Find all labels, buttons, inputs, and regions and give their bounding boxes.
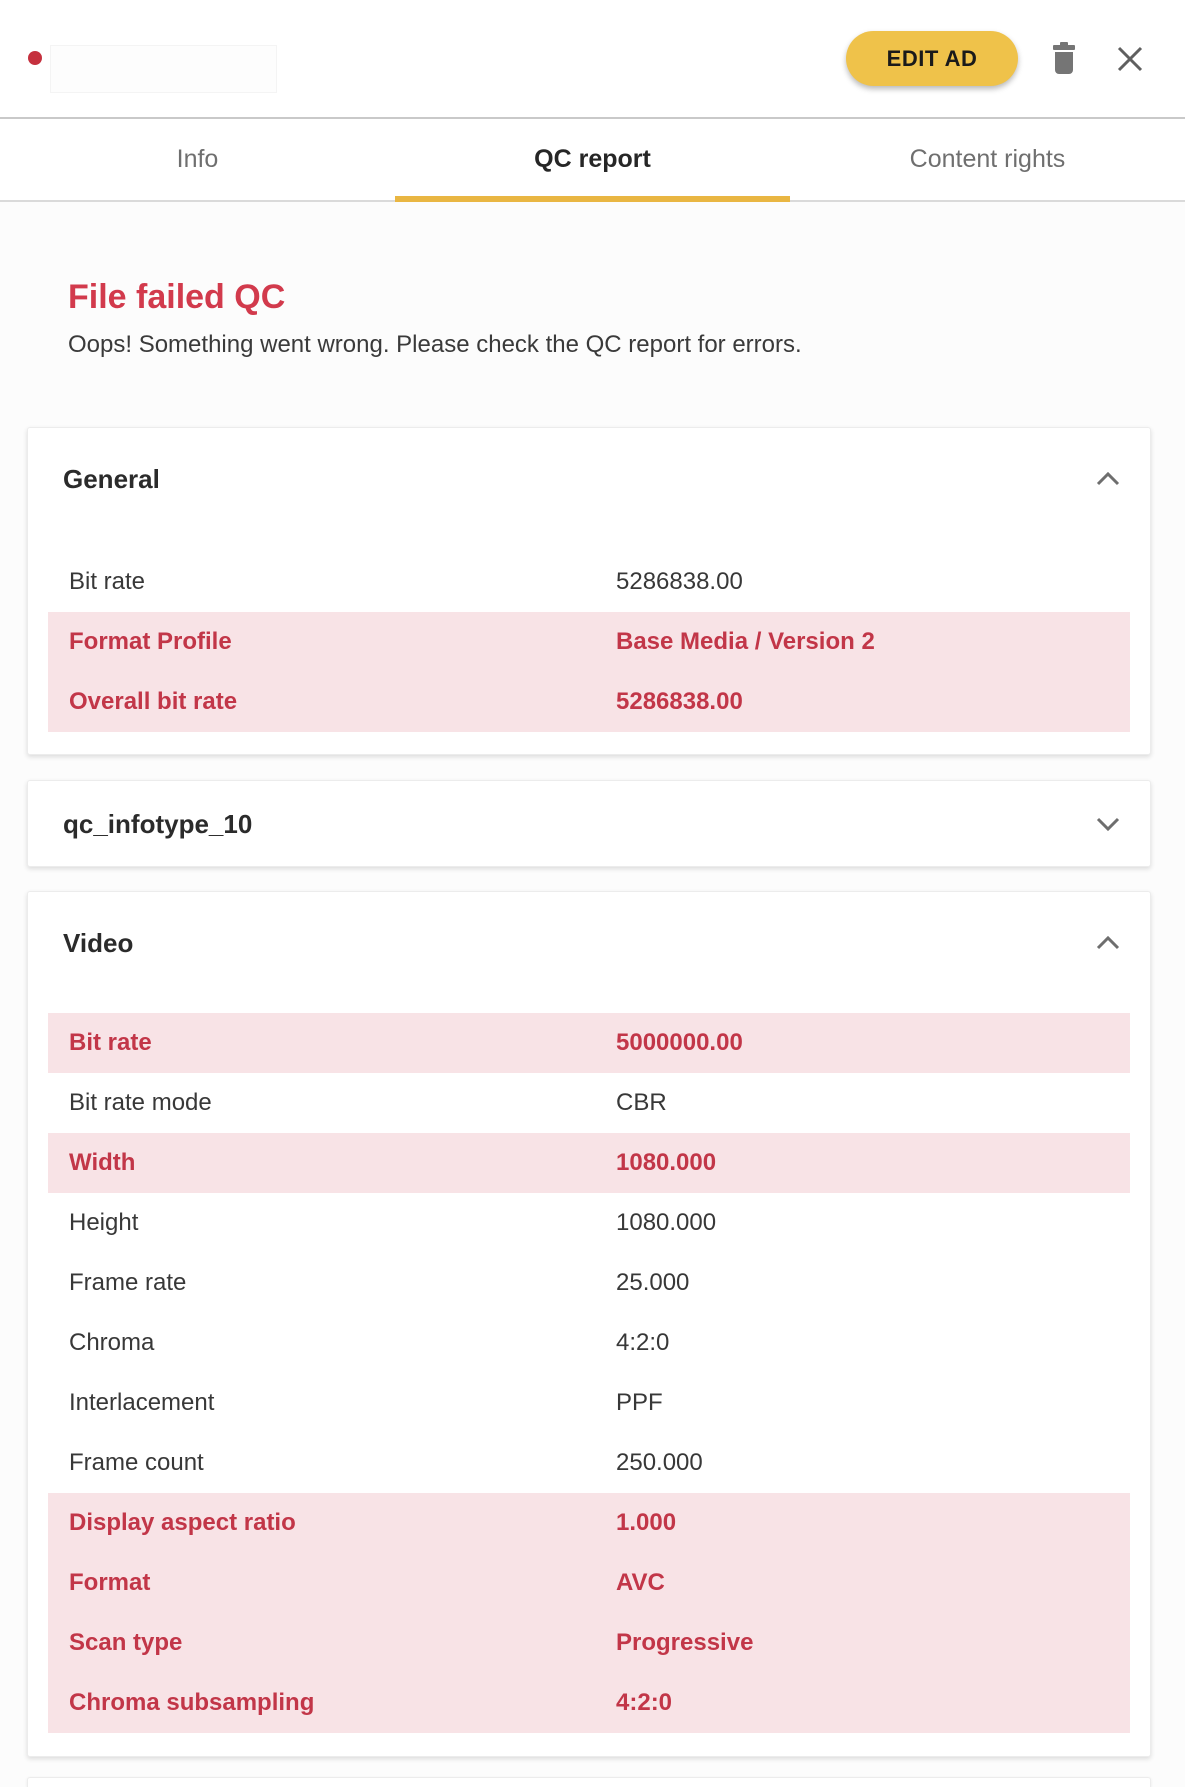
chevron-up-icon[interactable] — [1094, 934, 1122, 952]
section-title: Video — [63, 928, 134, 958]
row-value: 5286838.00 — [616, 568, 743, 595]
qc-report-row — [48, 1373, 1130, 1433]
row-label: Bit rate — [69, 568, 146, 595]
row-label: Format Profile — [69, 628, 232, 655]
row-label: Height — [69, 1209, 139, 1236]
qc-report-row-error — [48, 1613, 1130, 1673]
chevron-down-icon[interactable] — [1094, 815, 1122, 833]
row-value: 1080.000 — [616, 1209, 717, 1236]
section-video — [27, 891, 1151, 1757]
tab-info[interactable]: Info — [0, 119, 395, 200]
section-video-header[interactable] — [28, 892, 1150, 958]
row-label: Chroma — [69, 1329, 155, 1356]
qc-fail-message: Oops! Something went wrong. Please check the QC report for errors. — [68, 331, 802, 358]
section-general — [27, 427, 1151, 755]
qc-report-row-error — [48, 1673, 1130, 1733]
qc-report-row — [48, 552, 1130, 612]
row-value: 1080.000 — [616, 1149, 717, 1176]
error-status-dot — [28, 51, 42, 65]
qc-report-row-error — [48, 612, 1130, 672]
row-label: Display aspect ratio — [69, 1509, 296, 1536]
section-qc-infotype-10[interactable] — [27, 780, 1151, 867]
qc-report-row-error — [48, 1013, 1130, 1073]
qc-report-panel — [0, 279, 1185, 1787]
close-button[interactable] — [1115, 44, 1145, 74]
qc-report-row-error — [48, 1493, 1130, 1553]
close-icon — [1115, 44, 1145, 74]
section-rows — [28, 1013, 1150, 1756]
trash-icon — [1051, 42, 1077, 75]
row-label: Format — [69, 1569, 151, 1596]
qc-report-row — [48, 1073, 1130, 1133]
edit-ad-button[interactable]: EDIT AD — [846, 31, 1018, 86]
row-value: 250.000 — [616, 1449, 703, 1476]
chevron-up-icon[interactable] — [1094, 470, 1122, 488]
section-rows — [28, 552, 1150, 754]
row-label: Frame count — [69, 1449, 204, 1476]
qc-report-row — [48, 1193, 1130, 1253]
qc-report-row — [48, 1253, 1130, 1313]
tab-bar — [0, 119, 1185, 202]
row-value: Progressive — [616, 1629, 754, 1656]
qc-fail-title: File failed QC — [68, 278, 286, 316]
next-section-card-partial — [27, 1777, 1151, 1787]
top-bar — [0, 0, 1185, 119]
qc-report-row-error — [48, 1133, 1130, 1193]
delete-button[interactable] — [1051, 42, 1077, 75]
qc-report-row — [48, 1433, 1130, 1493]
row-label: Chroma subsampling — [69, 1689, 315, 1716]
row-value: 1.000 — [616, 1509, 677, 1536]
ad-title-placeholder — [50, 45, 277, 93]
row-label: Bit rate — [69, 1029, 152, 1056]
row-value: Base Media / Version 2 — [616, 628, 875, 655]
qc-report-row — [48, 1313, 1130, 1373]
qc-report-row-error — [48, 672, 1130, 732]
row-label: Scan type — [69, 1629, 183, 1656]
row-label: Width — [69, 1149, 136, 1176]
row-value: CBR — [616, 1089, 667, 1116]
row-value: 25.000 — [616, 1269, 690, 1296]
row-label: Bit rate mode — [69, 1089, 212, 1116]
row-value: AVC — [616, 1569, 665, 1596]
section-general-header[interactable] — [28, 428, 1150, 494]
row-value: 4:2:0 — [616, 1689, 673, 1716]
row-value: 4:2:0 — [616, 1329, 670, 1356]
row-value: PPF — [616, 1389, 663, 1416]
row-value: 5286838.00 — [616, 688, 743, 715]
section-title: General — [63, 464, 160, 494]
row-label: Interlacement — [69, 1389, 215, 1416]
qc-report-row-error — [48, 1553, 1130, 1613]
row-label: Frame rate — [69, 1269, 187, 1296]
row-value: 5000000.00 — [616, 1029, 743, 1056]
section-title: qc_infotype_10 — [63, 808, 253, 839]
tab-qc-report[interactable]: QC report — [395, 119, 790, 200]
top-bar-actions — [846, 0, 1145, 117]
row-label: Overall bit rate — [69, 688, 238, 715]
tab-content-rights[interactable]: Content rights — [790, 119, 1185, 200]
